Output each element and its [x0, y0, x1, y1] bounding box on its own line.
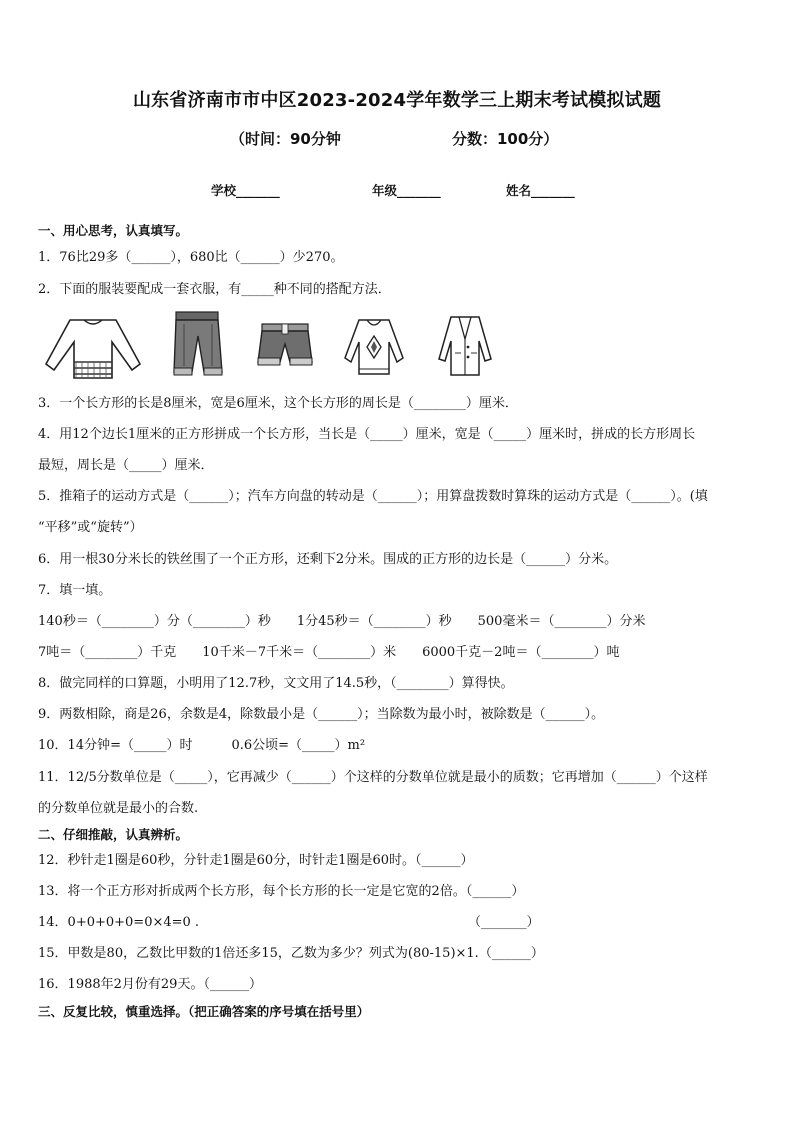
section-3-heading: 三、反复比较，慎重选择。（把正确答案的序号填在括号里） — [38, 1004, 370, 1019]
question-14: 14．0+0+0+0=0×4=0 . — [38, 915, 200, 930]
question-5-line-1: 5．推箱子的运动方式是（______）；汽车方向盘的转动是（______）；用算盘拨数时算珠的运动方式是（______）。(填 — [38, 489, 708, 504]
trousers-icon — [170, 310, 226, 378]
question-9: 9．两数相除，商是26，余数是4，除数最小是（______）；当除数为最小时，被除数是（______）。 — [38, 707, 605, 722]
section-2-heading: 二、仔细推敲，认真辨析。 — [38, 827, 189, 842]
question-5-line-2: “平移”或“旋转”） — [38, 520, 143, 535]
question-10: 10．14分钟=（_____）时 0.6公顷=（_____）m² — [38, 738, 366, 753]
school-field: 学校_______ — [211, 183, 280, 198]
question-7-row-1: 140秒＝（________）分（________）秒 1分45秒＝（________）秒 500毫米＝（________）分米 — [38, 614, 646, 629]
question-2: 2．下面的服装要配成一套衣服，有_____种不同的搭配方法． — [38, 282, 391, 297]
sweater-icon — [40, 312, 146, 384]
page-title: 山东省济南市市中区2023-2024学年数学三上期末考试模拟试题 — [132, 90, 662, 111]
exam-time: （时间：90分钟 — [230, 130, 341, 148]
question-6: 6．用一根30分米长的铁丝围了一个正方形，还剩下2分米。围成的正方形的边长是（______）分米。 — [38, 552, 618, 567]
question-14-blank: （_______） — [468, 915, 540, 930]
name-field: 姓名_______ — [506, 183, 575, 198]
question-3: 3．一个长方形的长是8厘米，宽是6厘米，这个长方形的周长是（________）厘米． — [38, 396, 518, 411]
question-11-line-1: 11．12/5分数单位是（_____），它再减少（______）个这样的分数单位就是最小的质数；它再增加（______）个这样 — [38, 770, 708, 785]
question-7-row-2: 7吨＝（________）千克 10千米－7千米＝（________）米 6000千克－2吨＝（________）吨 — [38, 645, 620, 660]
exam-score: 分数：100分） — [452, 130, 559, 148]
question-15: 15．甲数是80，乙数比甲数的1倍还多15，乙数为多少？列式为(80-15)×1.（______） — [38, 946, 544, 961]
argyle-sweater-icon — [341, 314, 407, 378]
question-11-line-2: 的分数单位就是最小的合数. — [38, 801, 199, 816]
question-8: 8．做完同样的口算题，小明用了12.7秒，文文用了14.5秒，（________）算得快。 — [38, 676, 514, 691]
section-1-heading: 一、用心思考，认真填写。 — [38, 223, 189, 238]
question-4-line-2: 最短，周长是（_____）厘米． — [38, 458, 214, 473]
grade-field: 年级_______ — [372, 183, 441, 198]
question-1: 1．76比29多（______），680比（______）少270。 — [38, 250, 344, 265]
question-16: 16．1988年2月份有29天。（______） — [38, 977, 262, 992]
shorts-icon — [256, 322, 314, 368]
jacket-icon — [435, 313, 495, 379]
question-7: 7．填一填。 — [38, 583, 112, 598]
question-4-line-1: 4．用12个边长1厘米的正方形拼成一个长方形，当长是（_____）厘米，宽是（_____）厘米时，拼成的长方形周长 — [38, 427, 696, 442]
question-13: 13．将一个正方形对折成两个长方形，每个长方形的长一定是它宽的2倍。（______） — [38, 884, 525, 899]
question-12: 12．秒针走1圈是60秒，分针走1圈是60分，时针走1圈是60时。（______） — [38, 853, 474, 868]
